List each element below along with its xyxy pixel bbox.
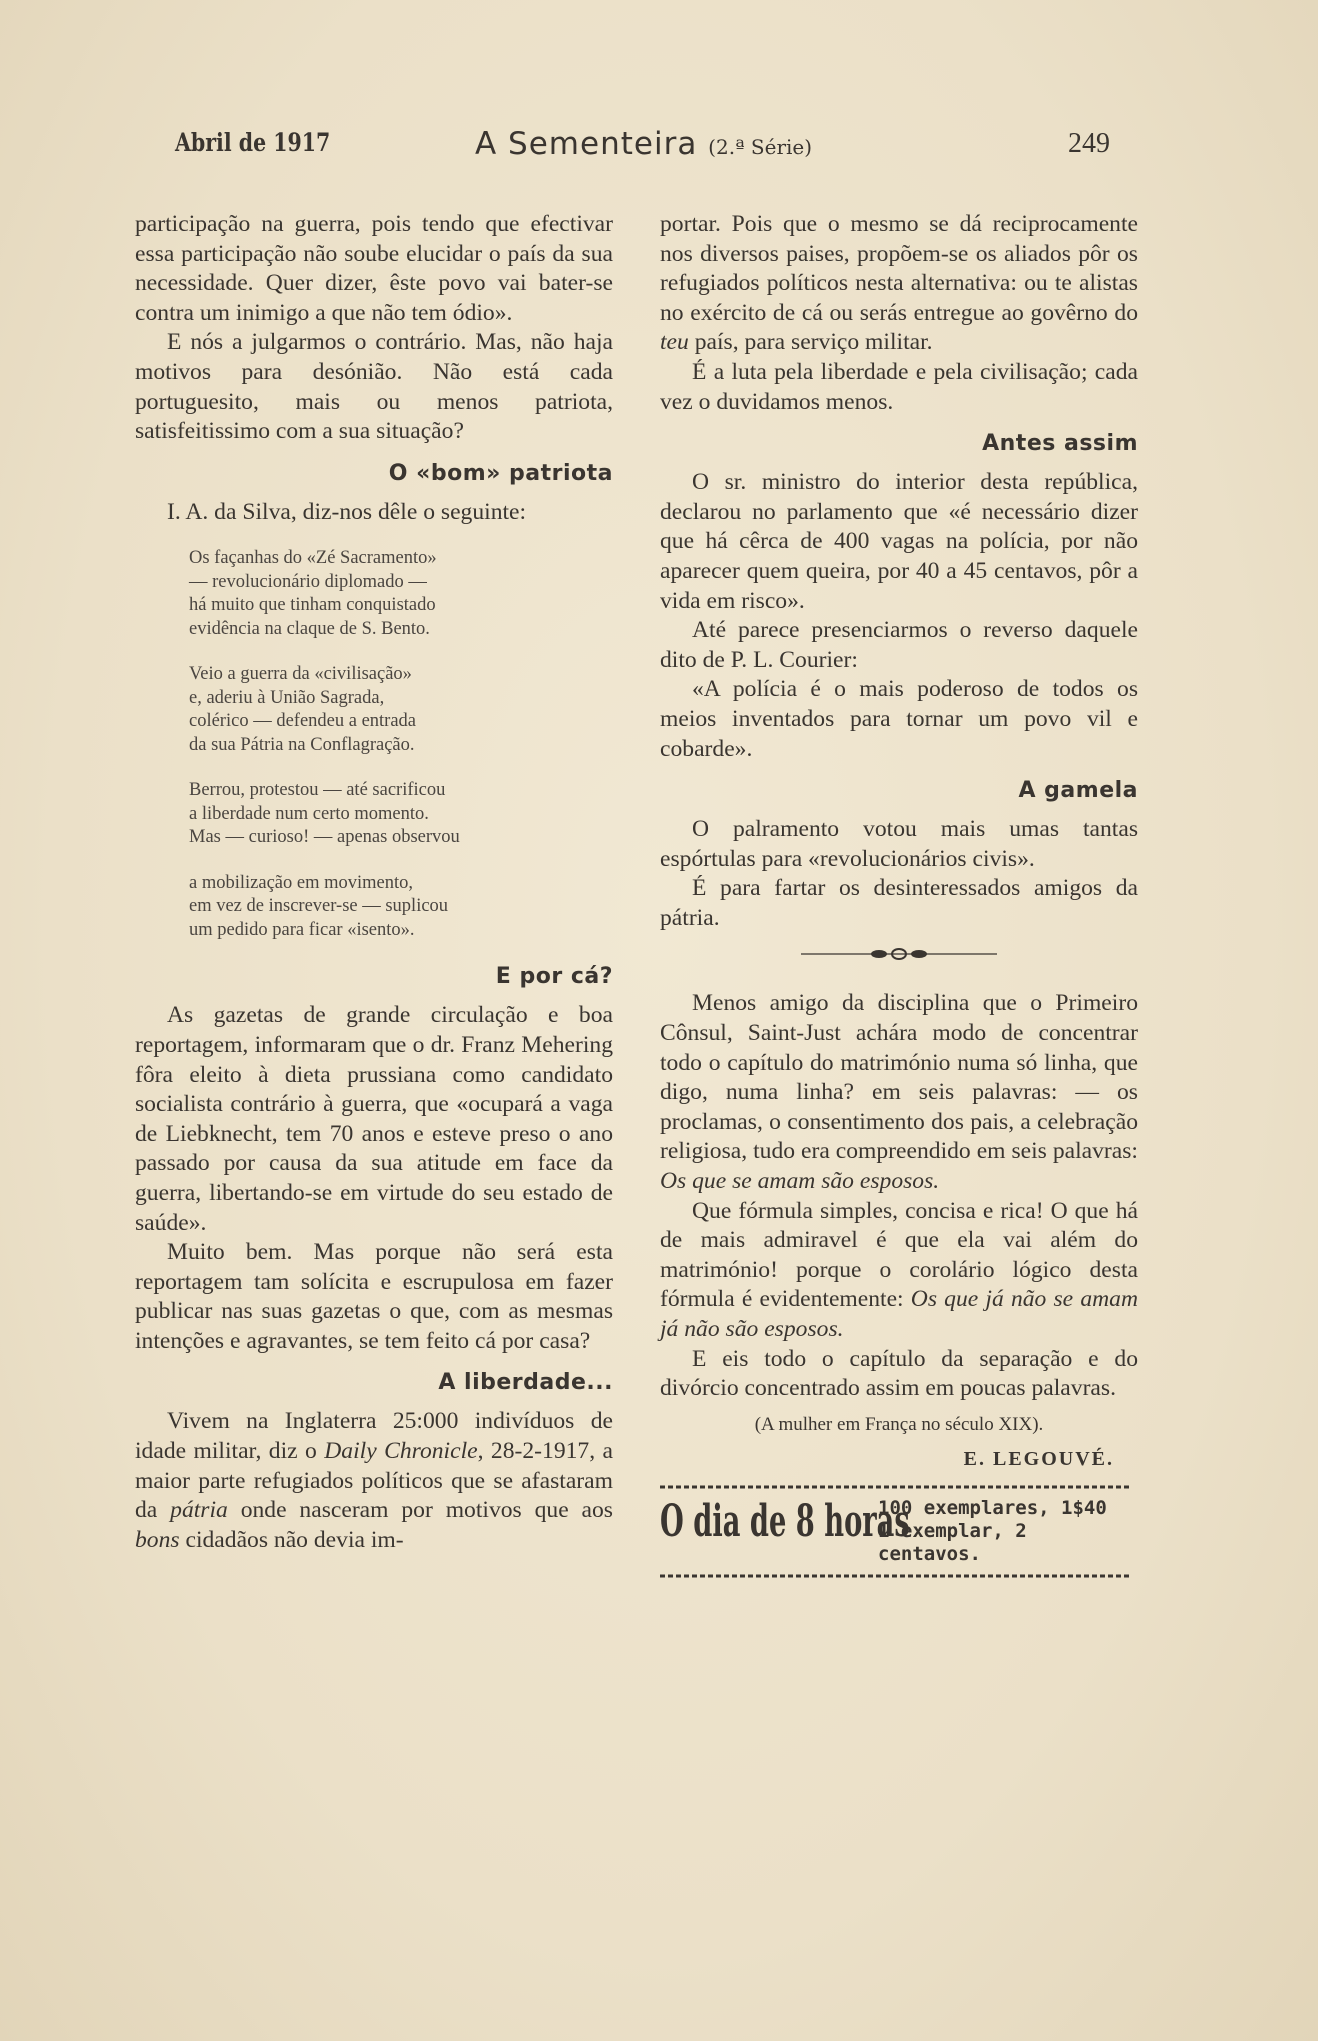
paragraph-portar xyxy=(660,210,1138,358)
text-run: país, para serviço militar. xyxy=(688,329,933,356)
paragraph-muito-bem: Muito bem. Mas porque não será esta reportagem tam solícita e escrupulosa em fazer publicar nas suas gazetas o que, com as mesmas intenções e agravantes, se tem feito cá por casa? xyxy=(135,1239,613,1354)
ad-price: 100 exemplares, 1$40 1 exemplar, 2 centavos. xyxy=(878,1496,1107,1565)
verse-line: em vez de inscrever-se — suplicou xyxy=(189,896,449,917)
italic-run: teu xyxy=(660,329,689,356)
text-run: Que fórmula simples, concisa e rica! O que há de mais admiravel é que ela vai além do matrimónio! porque o corolário lógico desta fórmula é evidentemente: xyxy=(660,1197,1138,1313)
page-header xyxy=(175,128,1110,168)
publication-title xyxy=(475,126,812,162)
verse-line: um pedido para ficar «isento». xyxy=(189,919,415,940)
text-run: cidadãos não devia im- xyxy=(179,1526,404,1553)
italic-run: pátria xyxy=(170,1497,228,1524)
paragraph-quote: «A polícia é o mais poderoso de todos os meios inventados para tornar um povo vil e cobarde». xyxy=(660,676,1138,762)
section-title-bom-patriota: O «bom» patriota xyxy=(388,460,613,486)
paragraph-inglaterra xyxy=(135,1407,613,1555)
verse-line: — revolucionário diplomado — xyxy=(189,571,427,592)
verse-line: Veio a guerra da «civilisação» xyxy=(189,664,412,685)
verse-line: evidência na claque de S. Bento. xyxy=(189,618,430,639)
text-run: onde nasceram por motivos que aos xyxy=(227,1497,613,1524)
italic-run: bons xyxy=(135,1526,180,1553)
verse-line: da sua Pátria na Conflagração. xyxy=(189,734,415,755)
section-title-antes-assim: Antes assim xyxy=(982,431,1138,457)
stanza-3 xyxy=(189,779,613,850)
section-title-liberdade: A liberdade... xyxy=(438,1370,613,1396)
paragraph-formula xyxy=(660,1197,1138,1345)
section-title-por-ca: E por cá? xyxy=(495,964,613,990)
text-run: Menos amigo da disciplina que o Primeiro Cônsul, Saint-Just achára modo de concentrar todo o capítulo do matrimónio numa só linha, que digo, numa linha? em seis palavras: — os proclamas, o consentimento dos pais, a celebração religiosa, tudo era compreendido em seis palavras: xyxy=(660,990,1138,1165)
ad-headline: O dia de 8 horas xyxy=(660,1495,910,1547)
issue-date: Abril de 1917 xyxy=(175,128,331,157)
paragraph-ministro: O sr. ministro do interior desta república, declarou no parlamento que «é necessário dizer que há cêrca de 400 vagas na polícia, por não aparecer quem queira, por 40 a 45 centavos, pôr a vida em risco». xyxy=(660,469,1138,614)
italic-run: Daily Chronicle xyxy=(324,1438,478,1465)
intro-paragraph: participação na guerra, pois tendo que efectivar essa participação não soube elucidar o país da sua necessidade. Quer dizer, êste povo vai bater-se contra um inimigo a que não tem ódio». xyxy=(135,211,613,326)
right-column xyxy=(660,210,1138,1586)
author-signature: E. LEGOUVÉ. xyxy=(963,1447,1114,1470)
text-run: Vivem na Inglaterra 25:000 indivíduos de idade militar, diz o xyxy=(135,1408,613,1465)
intro-paragraph-2: E nós a julgarmos o contrário. Mas, não haja motivos para desónião. Não está cada portuguesito, mais ou menos patriota, satisfeitissimo com a sua situação? xyxy=(135,329,613,445)
page-number: 249 xyxy=(1068,128,1110,159)
verse-line: e, aderiu à União Sagrada, xyxy=(189,687,385,708)
section-lead: I. A. da Silva, diz-nos dêle o seguinte: xyxy=(167,498,527,525)
advertisement xyxy=(660,1497,1138,1566)
verse-line: a liberdade num certo momento. xyxy=(189,803,429,824)
paragraph-saint-just xyxy=(660,989,1138,1196)
ornament-divider-icon xyxy=(799,947,999,961)
title-text: A Sementeira xyxy=(475,126,698,162)
verse-line: colérico — defendeu a entrada xyxy=(189,711,417,732)
text-run: , 28-2-1917, a maior parte refugiados políticos que se afastaram da xyxy=(135,1438,613,1524)
paragraph-luta: É a luta pela liberdade e pela civilisação; cada vez o duvidamos menos. xyxy=(660,358,1138,415)
stanza-2 xyxy=(189,663,613,757)
source-citation: (A mulher em França no século XIX). xyxy=(754,1413,1044,1435)
verse-line: Os façanhas do «Zé Sacramento» xyxy=(189,548,437,569)
italic-run: Os que já não se amam já não são esposos. xyxy=(660,1286,1138,1342)
paragraph-divorcio: E eis todo o capítulo da separação e do divórcio concentrado assim em poucas palavras. xyxy=(660,1345,1138,1402)
italic-run: Os que se amam são esposos. xyxy=(660,1168,940,1195)
text-run: portar. Pois que o mesmo se dá reciprocamente nos diversos paises, propõem-se os aliados pôr os refugiados políticos nesta alternativa: ou te alistas no exército de cá ou serás entregue ao govêrno do xyxy=(660,211,1138,326)
paragraph-fartar: É para fartar os desinteressados amigos da pátria. xyxy=(660,875,1138,931)
verse-line: há muito que tinham conquistado xyxy=(189,595,436,616)
stanza-4 xyxy=(189,872,613,943)
poem xyxy=(189,547,613,942)
stanza-1 xyxy=(189,547,613,641)
chain-border-icon xyxy=(660,1572,1132,1580)
verse-line: Berrou, protestou — até sacrificou xyxy=(189,780,446,801)
paragraph-gazetas: As gazetas de grande circulação e boa reportagem, informaram que o dr. Franz Mehering fôra eleito à dieta prussiana como candidato socialista contrário à guerra, que «ocupará a vaga de Liebknecht, tem 70 anos e esteve preso o ano passado por causa da sua atitude em face da guerra, libertando-se em virtude do seu estado de saúde». xyxy=(135,1002,613,1236)
chain-border-icon xyxy=(660,1483,1132,1491)
verse-line: Mas — curioso! — apenas observou xyxy=(189,827,460,848)
section-title-gamela: A gamela xyxy=(1018,778,1138,804)
paragraph-palramento: O palramento votou mais umas tantas espórtulas para «revolucionários civis». xyxy=(660,816,1138,872)
left-column xyxy=(135,210,613,1555)
verse-line: a mobilização em movimento, xyxy=(189,872,413,893)
paragraph-courier: Até parece presenciarmos o reverso daquele dito de P. L. Courier: xyxy=(660,617,1138,673)
series-label: (2.ª Série) xyxy=(708,135,813,159)
